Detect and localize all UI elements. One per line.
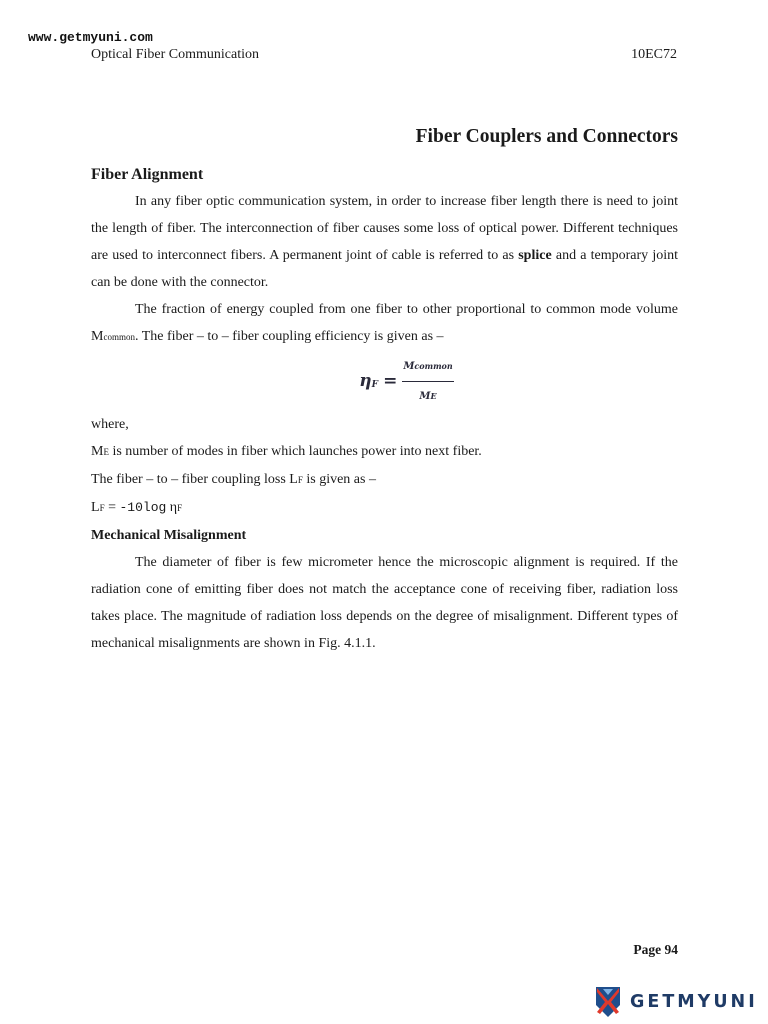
coupling-loss-formula — [91, 494, 678, 522]
loss-subscript: F — [297, 475, 303, 485]
section-heading-fiber-alignment: Fiber Alignment — [91, 166, 204, 183]
lf-eta: η — [169, 500, 178, 515]
lf-eta-subscript: F — [177, 503, 183, 513]
lf-symbol: L — [91, 500, 100, 515]
formula-denominator — [419, 382, 436, 410]
header-subject: Optical Fiber Communication — [91, 47, 259, 62]
paragraph-text-end: . The fiber – to – fiber coupling efficiency is given as – — [134, 329, 444, 344]
paragraph-coupling-efficiency — [91, 296, 678, 351]
loss-text-end: is given as – — [306, 472, 376, 487]
coupling-efficiency-formula — [135, 353, 678, 409]
site-url[interactable]: www.getmyuni.com — [28, 30, 153, 45]
chapter-title: Fiber Couplers and Connectors — [415, 126, 678, 147]
lf-expression: -10log — [119, 500, 167, 515]
paragraph-misalignment: The diameter of fiber is few micrometer hence the microscopic alignment is required. If the radiation cone of emitting fiber does not match the acceptance cone of receiving fiber, radiation loss takes place. The magnitude of radiation loss depends on the degree of misalignment. Different types of mechanical misalignments are shown in Fig. 4.1.1. — [91, 555, 678, 651]
me-definition — [91, 438, 678, 466]
me-subscript: E — [103, 447, 109, 457]
coupling-loss-line — [91, 466, 678, 494]
lf-subscript: F — [99, 503, 105, 513]
me-text: is number of modes in fiber which launches power into next fiber. — [112, 444, 482, 459]
logo-wordmark: GETMYUNI — [630, 992, 758, 1012]
getmyuni-logo[interactable] — [594, 985, 758, 1019]
me-symbol: M — [91, 444, 104, 459]
page-number: Page 94 — [633, 942, 678, 957]
formula-numerator — [402, 353, 453, 382]
loss-text: The fiber – to – fiber coupling loss L — [91, 472, 298, 487]
where-line: where, — [91, 417, 129, 432]
page-content — [91, 164, 678, 657]
formula-fraction — [402, 353, 453, 410]
denominator-symbol: M — [419, 390, 431, 402]
denominator-subscript: E — [430, 390, 437, 401]
lf-equals: = — [104, 500, 120, 515]
paragraph-text: The fraction of energy coupled from one fiber to other proportional to common mode volume M — [91, 302, 678, 344]
numerator-subscript: common — [414, 360, 453, 371]
paragraph-text: In any fiber optic communication system, in order to increase fiber length there is need to joint the length of fiber. The interconnection of fiber causes some loss of optical power. Different techniques are used to interconnect fibers. A permanent joint of cable is referred to as — [91, 194, 678, 263]
paragraph-interconnection — [91, 188, 678, 296]
splice-term: splice — [518, 248, 552, 263]
logo-shield-icon — [594, 985, 622, 1019]
header-course-code: 10EC72 — [631, 47, 677, 62]
paragraph-text-end: and a temporary joint can be done with the connector. — [91, 248, 678, 290]
formula-lhs: η — [359, 370, 372, 391]
mcommon-subscript: common — [103, 332, 135, 342]
numerator-symbol: M — [403, 360, 415, 372]
formula-lhs-subscript: F — [371, 379, 379, 390]
section-heading-mechanical-misalignment: Mechanical Misalignment — [91, 528, 247, 543]
formula-equals: = — [383, 370, 398, 391]
